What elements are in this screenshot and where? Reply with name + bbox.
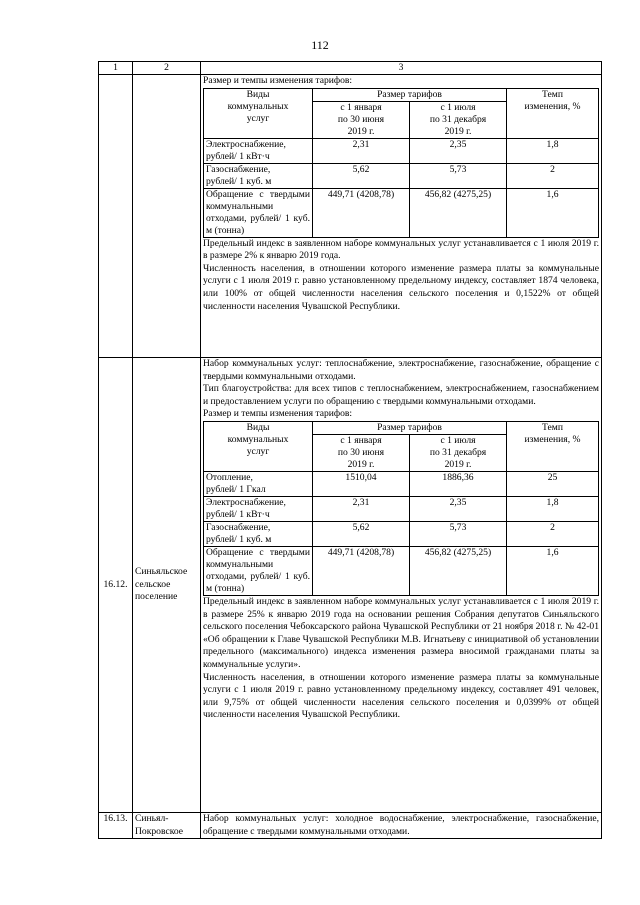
tariff-col-jul: с 1 июля по 31 декабря 2019 г.: [410, 101, 507, 138]
tariff-col-jan: с 1 января по 30 июня 2019 г.: [313, 101, 410, 138]
row-number-cell: [99, 75, 133, 358]
tariff-service: Электроснабжение, рублей/ 1 кВт·ч: [204, 138, 313, 163]
column-header-2: 2: [133, 62, 201, 75]
table-row: [204, 521, 599, 546]
limit-index-paragraph: Предельный индекс в заявленном наборе коммунальных услуг устанавливается с 1 июля 2019 г. в размере 25% к январю 2019 года на основании решения Собрания депутатов Синьяльского сельского поселения Чебоксарского района Чувашской Республики от 21 ноября 2018 г. № 42-01 «Об обращении к Главе Чувашской Республики М.В. Игнатьеву с инициативой об установлении предельного (максимального) индекса изменения размера вносимой гражданами платы за коммунальные услуги».: [203, 595, 599, 670]
tariff-rate: 1,8: [507, 496, 599, 521]
tariff-jan: 5,62: [313, 521, 410, 546]
tariff-jul: 2,35: [410, 138, 507, 163]
tariff-rate: 2: [507, 521, 599, 546]
row-content-cell: [201, 75, 602, 358]
tariff-col-size: Размер тарифов: [313, 421, 507, 434]
tariff-service: Газоснабжение, рублей/ 1 куб. м: [204, 163, 313, 188]
table-row: [204, 188, 599, 237]
tariff-service: Газоснабжение, рублей/ 1 куб. м: [204, 521, 313, 546]
tariffs-heading: Размер и темпы изменения тарифов:: [203, 408, 353, 420]
tariff-service: Отопление, рублей/ 1 Гкал: [204, 471, 313, 496]
population-paragraph: Численность населения, в отношении которого изменение размера платы за коммунальные услуги с 1 июля 2019 г. равно установленному предельному индексу, составляет 1874 человека, или 100% от общей численности населения сельского поселения и 0,1522% от общей численности населения Чувашской Республики.: [203, 262, 599, 312]
tariff-table: [203, 421, 599, 596]
row-content-cell: [201, 813, 602, 839]
table-row: [204, 546, 599, 595]
tariff-jan: 2,31: [313, 496, 410, 521]
tariff-jan: 449,71 (4208,78): [313, 188, 410, 237]
population-paragraph: Численность населения, в отношении которого изменение размера платы за коммунальные услуги с 1 июля 2019 г. равно установленному предельному индексу, составляет 491 человек, или 9,75% от общей численности населения сельского поселения и 0,0399% от общей численности населения Чувашской Республики.: [203, 671, 599, 721]
tariff-jan: 2,31: [313, 138, 410, 163]
table-row-16-13: [99, 813, 602, 839]
settlement-name: Синьял-Покровское: [133, 813, 201, 839]
utilities-set: Набор коммунальных услуг: холодное водоснабжение, электроснабжение, газоснабжение, обращение с твердыми коммунальными отходами.: [203, 813, 599, 837]
tariff-table: [203, 88, 599, 238]
tariff-jul: 2,35: [410, 496, 507, 521]
tariff-service: Электроснабжение, рублей/ 1 кВт·ч: [204, 496, 313, 521]
table-row-continuation: [99, 75, 602, 358]
column-header-3: 3: [201, 62, 602, 75]
tariff-rate: 1,8: [507, 138, 599, 163]
tariff-jan: 1510,04: [313, 471, 410, 496]
tariff-rate: 1,6: [507, 188, 599, 237]
column-header-row: [99, 62, 602, 75]
tariff-col-kinds: Виды коммунальных услуг: [204, 421, 313, 471]
table-row: [204, 496, 599, 521]
tariff-service: Обращение с твердыми коммунальными отходами, рублей/ 1 куб. м (тонна): [204, 546, 313, 595]
column-header-1: 1: [99, 62, 133, 75]
page-number: 112: [311, 38, 329, 52]
tariff-jan: 5,62: [313, 163, 410, 188]
table-row: [204, 163, 599, 188]
row-name-cell: [133, 75, 201, 358]
tariff-rate: 1,6: [507, 546, 599, 595]
tariffs-heading: Размер и темпы изменения тарифов:: [203, 75, 353, 86]
row-content-cell: [201, 358, 602, 813]
settlement-name: Синьяльское сельское поселение: [133, 358, 201, 813]
tariff-jul: 1886,36: [410, 471, 507, 496]
tariff-jul: 5,73: [410, 521, 507, 546]
tariff-service: Обращение с твердыми коммунальными отходами, рублей/ 1 куб. м (тонна): [204, 188, 313, 237]
table-row: [204, 471, 599, 496]
main-table: [98, 61, 602, 839]
tariff-rate: 25: [507, 471, 599, 496]
tariff-col-kinds: Виды коммунальных услуг: [204, 88, 313, 138]
tariff-col-rate: Темп изменения, %: [507, 421, 599, 471]
row-number: 16.13.: [99, 813, 133, 839]
tariff-jul: 5,73: [410, 163, 507, 188]
tariff-col-jan: с 1 января по 30 июня 2019 г.: [313, 434, 410, 471]
tariff-rate: 2: [507, 163, 599, 188]
tariff-jul: 456,82 (4275,25): [410, 188, 507, 237]
limit-index-paragraph: Предельный индекс в заявленном наборе коммунальных услуг устанавливается с 1 июля 2019 г. в размере 2% к январю 2019 года.: [203, 237, 599, 262]
tariff-jul: 456,82 (4275,25): [410, 546, 507, 595]
tariff-col-rate: Темп изменения, %: [507, 88, 599, 138]
amenities-type: Тип благоустройства: для всех типов с теплоснабжением, электроснабжением, газоснабжением и предоставлением услуги по обращению с твердыми коммунальными отходами.: [203, 383, 599, 407]
tariff-col-jul: с 1 июля по 31 декабря 2019 г.: [410, 434, 507, 471]
tariff-jan: 449,71 (4208,78): [313, 546, 410, 595]
row-number: 16.12.: [99, 358, 133, 813]
utilities-set: Набор коммунальных услуг: теплоснабжение, электроснабжение, газоснабжение, обращение с твердыми коммунальными отходами.: [203, 358, 599, 382]
table-row-16-12: [99, 358, 602, 813]
table-row: [204, 138, 599, 163]
tariff-col-size: Размер тарифов: [313, 88, 507, 101]
